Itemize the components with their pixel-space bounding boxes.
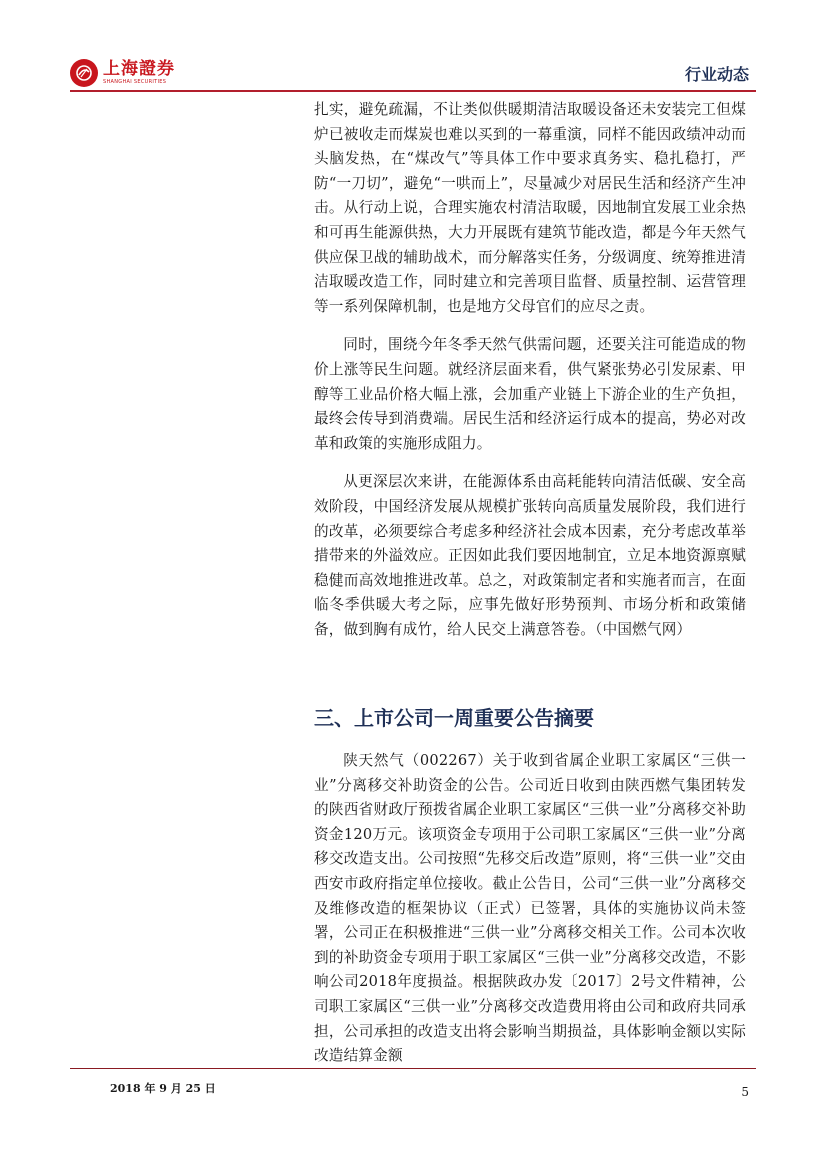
page-header (0, 0, 827, 96)
footer-divider (70, 1068, 756, 1069)
paragraph-2: 同时，围绕今年冬季天然气供需问题，还要关注可能造成的物价上涨等民生问题。就经济层面来看，供气紧张势必引发尿素、甲醇等工业品价格大幅上涨，会加重产业链上下游企业的生产负担，最终会传导到消费端。居民生活和经济运行成本的提高，势必对改革和政策的实施形成阻力。 (314, 336, 746, 452)
paragraph-4: 陕天然气（002267）关于收到省属企业职工家属区“三供一业”分离移交补助资金的公告。公司近日收到由陕西燃气集团转发的陕西省财政厅预拨省属企业职工家属区“三供一业”分离移交补助资金120万元。该项资金专项用于公司职工家属区“三供一业”分离移交改造支出。公司按照“先移交后改造”原则，将“三供一业”交由西安市政府指定单位接收。截止公告日，公司“三供一业”分离移交及维修改造的框架协议（正式）已签署，具体的实施协议尚未签署，公司正在积极推进“三供一业”分离移交相关工作。公司本次收到的补助资金专项用于职工家属区“三供一业”分离移交改造，不影响公司2018年度损益。根据陕政办发〔2017〕2号文件精神，公司职工家属区“三供一业”分离移交改造费用将由公司和政府共同承担，公司承担的改造支出将会影响当期损益，具体影响金额以实际改造结算金额 (314, 752, 746, 1065)
logo-subtext: SHANGHAI SECURITIES (103, 79, 167, 85)
main-content (314, 94, 746, 1065)
section-label: 行业动态 (684, 65, 749, 84)
paragraph-3: 从更深层次来讲，在能源体系由高耗能转向清洁低碳、安全高效阶段，中国经济发展从规模扩张转向高质量发展阶段，我们进行的改革，必须要综合考虑多种经济社会成本因素，充分考虑改革举措带来的外溢效应。正因如此我们要因地制宜，立足本地资源禀赋稳健而高效地推进改革。总之，对政策制定者和实施者而言，在面临冬季供暖大考之际，应事先做好形势预判、市场分析和政策储备，做到胸有成竹，给人民交上满意答卷。（中国燃气网） (314, 473, 746, 638)
logo-text: 上海證券 (103, 59, 175, 79)
company-logo (70, 58, 175, 88)
logo-emblem-icon (70, 59, 98, 87)
page-number: 5 (741, 1085, 749, 1099)
report-date: 2018 年 9 月 25 日 (110, 1082, 216, 1095)
section-heading: 三、上市公司一周重要公告摘要 (314, 706, 594, 730)
page-footer (0, 1068, 827, 1108)
paragraph-1: 扎实，避免疏漏，不让类似供暖期清洁取暖设备还未安装完工但煤炉已被收走而煤炭也难以买到的一幕重演，同样不能因政绩冲动而头脑发热，在“煤改气”等具体工作中要求真务实、稳扎稳打，严防“一刀切”，避免“一哄而上”，尽量减少对居民生活和经济产生冲击。从行动上说，合理实施农村清洁取暖，因地制宜发展工业余热和可再生能源供热，大力开展既有建筑节能改造，都是今年天然气供应保卫战的辅助战术，而分解落实任务，分级调度、统筹推进清洁取暖改造工作，同时建立和完善项目监督、质量控制、运营管理等一系列保障机制，也是地方父母官们的应尽之责。 (314, 101, 746, 315)
header-divider (70, 90, 756, 92)
